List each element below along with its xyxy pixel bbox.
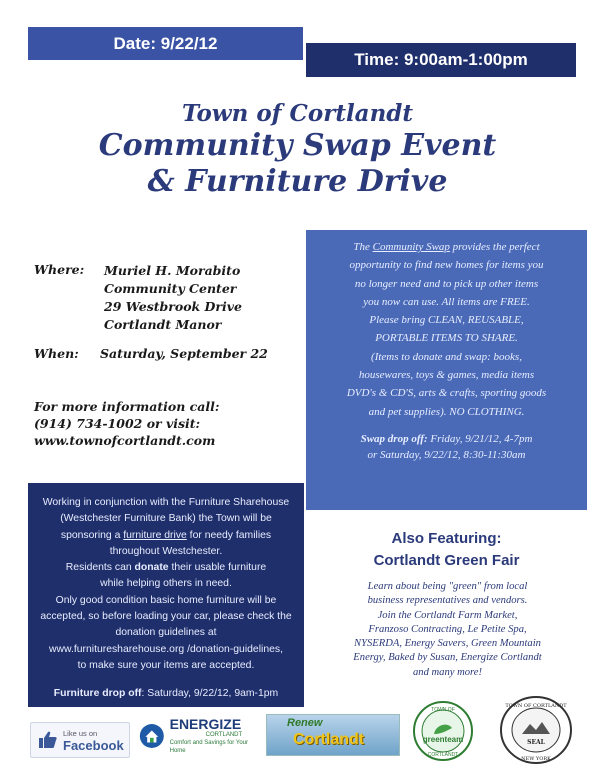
- event-title: [0, 100, 595, 200]
- furniture-text: Residents can: [65, 562, 135, 574]
- time-text: Time: 9:00am-1:00pm: [354, 50, 528, 69]
- town-seal-logo: [498, 694, 574, 766]
- swap-line: housewares, toys & games, media items: [358, 369, 535, 382]
- furniture-text: for needy families: [186, 529, 272, 541]
- also-featuring-title: Also Featuring:: [391, 530, 502, 547]
- furniture-line: accepted, so before loading your car, please check the: [40, 611, 292, 623]
- green-fair-line: and many more!: [412, 666, 483, 678]
- swap-line: Please bring CLEAN, REUSABLE,: [369, 314, 524, 327]
- swap-lead-text: provides the perfect: [449, 241, 540, 253]
- green-fair-line: Energy, Baked by Susan, Energize Cortlandt: [353, 652, 542, 664]
- contact-website: www.townofcortlandt.com: [34, 433, 216, 448]
- green-fair-line: Join the Cortlandt Farm Market,: [377, 609, 518, 621]
- furniture-line: [34, 528, 298, 544]
- furniture-drop-label: Furniture drop off: [53, 688, 142, 700]
- energize-town-text: CORTLANDT: [205, 732, 243, 738]
- where-address: [104, 262, 242, 334]
- swap-drop-off: [316, 431, 577, 463]
- seal-top-text: TOWN OF CORTLANDT: [505, 703, 567, 709]
- green-fair-line: Learn about being "green" from local: [367, 581, 528, 592]
- facebook-small-text: Like us on: [63, 729, 98, 738]
- swap-line: no longer need and to pick up other items: [354, 277, 539, 290]
- energize-tagline: Comfort and Savings for Your Home: [169, 740, 248, 754]
- greenteam-bottom-text: CORTLANDT: [427, 752, 459, 758]
- swap-drop-label: Swap drop off:: [360, 432, 428, 445]
- swap-line: opportunity to find new homes for items you: [349, 259, 544, 272]
- title-town: Town of Cortlandt: [181, 100, 414, 127]
- title-event: Community Swap Event: [98, 128, 497, 163]
- donation-guidelines-url: www.furnituresharehouse.org /donation-guidelines,: [49, 643, 283, 655]
- swap-line: (Items to donate and swap: books,: [371, 350, 522, 363]
- green-fair-line: Franzoso Contracting, Le Petite Spa,: [368, 623, 527, 635]
- swap-line: [316, 238, 577, 256]
- facebook-badge[interactable]: [30, 722, 130, 758]
- furniture-drop-off: [34, 686, 298, 702]
- furniture-line: throughout Westchester.: [109, 545, 223, 557]
- address-line: Community Center: [104, 281, 237, 296]
- swap-lead-text: The: [353, 241, 373, 253]
- renew-cortlandt-logo: [266, 714, 400, 756]
- swap-line: PORTABLE ITEMS TO SHARE.: [375, 332, 518, 345]
- swap-drop-line1: Friday, 9/21/12, 4-7pm: [427, 432, 533, 445]
- furniture-line: to make sure your items are accepted.: [77, 659, 255, 671]
- green-fair-line: NYSERDA, Energy Savers, Green Mountain: [354, 638, 541, 650]
- time-banner: [306, 43, 576, 77]
- swap-line: you now can use. All items are FREE.: [363, 295, 530, 308]
- community-swap-link: Community Swap: [372, 241, 450, 253]
- furniture-line: (Westchester Furniture Bank) the Town will be: [60, 513, 272, 525]
- where-label: Where:: [34, 262, 85, 277]
- when-label: When:: [34, 346, 79, 361]
- address-line: Muriel H. Morabito: [104, 263, 241, 278]
- swap-line: and pet supplies). NO CLOTHING.: [368, 405, 525, 418]
- green-fair-description: [320, 580, 575, 680]
- furniture-drive-link: furniture drive: [123, 529, 187, 541]
- furniture-drop-value: : Saturday, 9/22/12, 9am-1pm: [141, 688, 279, 700]
- furniture-line: [34, 560, 298, 576]
- swap-line: DVD's & CD'S, arts & crafts, sporting goods: [346, 387, 547, 400]
- community-swap-box: [306, 230, 587, 510]
- when-value: Saturday, September 22: [100, 346, 268, 361]
- furniture-line: while helping others in need.: [100, 578, 232, 590]
- address-line: 29 Westbrook Drive: [104, 299, 242, 314]
- seal-text: SEAL: [527, 739, 545, 746]
- furniture-text: their usable furniture: [168, 562, 267, 574]
- greenteam-text: greenteam: [422, 735, 464, 744]
- renew-text: Renew: [287, 717, 323, 729]
- furniture-line: donation guidelines at: [115, 627, 217, 639]
- contact-info: [34, 398, 294, 449]
- contact-phone: (914) 734-1002 or visit:: [34, 416, 201, 431]
- green-fair-line: business representatives and vendors.: [367, 595, 528, 607]
- energize-house-icon: [138, 721, 166, 751]
- thumbs-up-icon: [37, 729, 59, 751]
- seal-bottom-text: NEW YORK: [521, 756, 551, 762]
- title-drive: & Furniture Drive: [147, 164, 448, 199]
- energize-cortlandt-logo: [138, 715, 258, 757]
- greenteam-logo: [412, 700, 474, 762]
- address-line: Cortlandt Manor: [104, 317, 222, 332]
- also-featuring-heading: [306, 528, 587, 572]
- donate-emphasis: donate: [134, 562, 169, 574]
- furniture-line: Only good condition basic home furniture will be: [55, 594, 277, 606]
- green-fair-title: Cortlandt Green Fair: [373, 552, 520, 569]
- facebook-text: Facebook: [63, 738, 124, 753]
- swap-drop-line2: or Saturday, 9/22/12, 8:30-11:30am: [367, 448, 526, 461]
- energize-text: ENERGIZE: [169, 716, 242, 732]
- furniture-text: sponsoring a: [60, 529, 124, 541]
- furniture-drive-box: [28, 483, 304, 707]
- furniture-line: Working in conjunction with the Furniture Sharehouse: [42, 497, 290, 508]
- contact-line: For more information call:: [34, 399, 220, 414]
- renew-cortlandt-text: Cortlandt: [293, 731, 365, 748]
- date-text: Date: 9/22/12: [113, 33, 218, 53]
- date-banner: [28, 27, 303, 60]
- greenteam-top-text: TOWN OF: [431, 707, 455, 713]
